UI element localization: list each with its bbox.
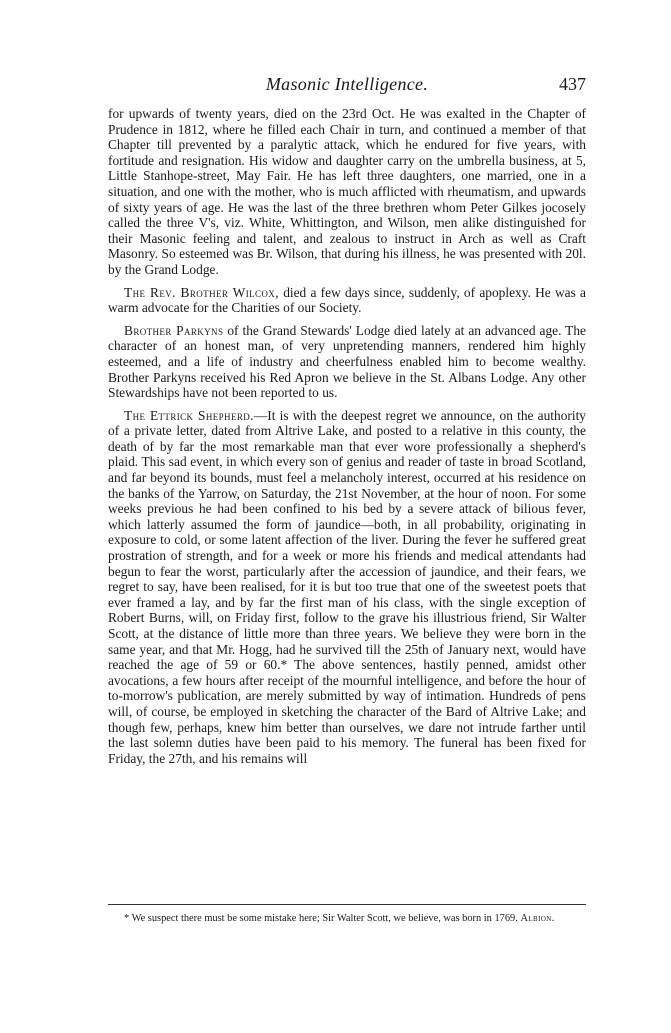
running-title: Masonic Intelligence. xyxy=(265,74,429,94)
running-head xyxy=(108,74,586,98)
footnote-divider xyxy=(108,904,586,905)
paragraph-lead: Brother Parkyns xyxy=(124,322,224,338)
paragraph-text: of the Grand Stewards' Lodge died lately at an advanced age. The character of an honest man, of very unpretending manners, rendered him highly esteemed, and a life of industry and cheerfulness enabled him to become wealthy. Brother Parkyns received his Red Apron we believe in the St. Albans Lodge. Any other Stewardships have not been reported to us. xyxy=(108,322,586,401)
paragraph-text: —It is with the deepest regret we announce, on the authority of a private letter, dated from Altrive Lake, and posted to a relative in this county, the death of by far the most remarkable man that ever wore professionally a shepherd's plaid. This sad event, in which every son of genius and reader of taste in broad Scotland, and far beyond its bounds, must feel a melancholy interest, occurred at his residence on the banks of the Yarrow, on Saturday, the 21st November, at the hour of noon. For some weeks previous he had been confined to his bed by a severe attack of bilious fever, which latterly assumed the form of jaundice—both, in all probability, originating in exposure to cold, or some latent affection of the liver. During the fever he suffered great prostration of strength, and for a week or more his friends and medical attendants had begun to fear the worst, particularly after the accession of jaundice, and their fears, we regret to say, have been realised, for it is but too true that one of the sweetest poets that ever framed a lay, and by far the first man of his class, with the single exception of Robert Burns, will, on Friday first, follow to the grave his illustrious friend, Sir Walter Scott, at the distance of little more than three years. We believe they were born in the same year, and that Mr. Hogg, had he survived till the 25th of January next, would have reached the age of 59 or 60.* The above sentences, hastily penned, amidst other avocations, a few hours after receipt of the mournful intelligence, and before the hour of to-morrow's publication, are merely submitted by way of intimation. Hundreds of pens will, of course, be employed in sketching the character of the Bard of Altrive Lake; and though few, perhaps, knew him better than ourselves, we dare not intrude farther until the last solemn duties have been paid to his memory. The funeral has been fixed for Friday, the 27th, and his remains will xyxy=(108,407,586,766)
article-body xyxy=(108,106,586,773)
page-number: 437 xyxy=(559,74,586,94)
footnote-signature: Albion. xyxy=(520,913,555,924)
paragraph-parkyns-obituary xyxy=(108,323,586,401)
paragraph-lead: The Rev. Brother Wilcox, xyxy=(124,284,279,300)
footnote xyxy=(108,913,586,926)
footnote-text: * We suspect there must be some mistake here; Sir Walter Scott, we believe, was born in 1769. xyxy=(124,913,518,924)
paragraph-wilson-obituary xyxy=(108,106,586,278)
paragraph-ettrick-shepherd xyxy=(108,408,586,767)
paragraph-wilcox-obituary xyxy=(108,285,586,316)
paragraph-text: for upwards of twenty years, died on the 23rd Oct. He was exalted in the Chapter of Prudence in 1812, where he filled each Chair in turn, and continued a member of that Chapter till prevented by a paralytic attack, which he endured for five years, with fortitude and resignation. His widow and daughter carry on the umbrella business, at 5, Little Stanhope-street, May Fair. He has left three daughters, one married, one in a situation, and one with the mother, who is much afflicted with rheumatism, and upwards of sixty years of age. He was the last of the three brethren whom Peter Gilkes jocosely called the three V's, viz. White, Whittington, and Wilson, men alike distinguished for their Masonic feeling and talent, and zealous to instruct in Arch as well as Craft Masonry. So esteemed was Br. Wilson, that during his illness, he was presented with 20l. by the Grand Lodge. xyxy=(108,106,586,277)
paragraph-lead: The Ettrick Shepherd. xyxy=(124,407,254,423)
paragraph-text: died a few days since, suddenly, of apoplexy. He was a warm advocate for the Charities of our Society. xyxy=(108,284,586,316)
